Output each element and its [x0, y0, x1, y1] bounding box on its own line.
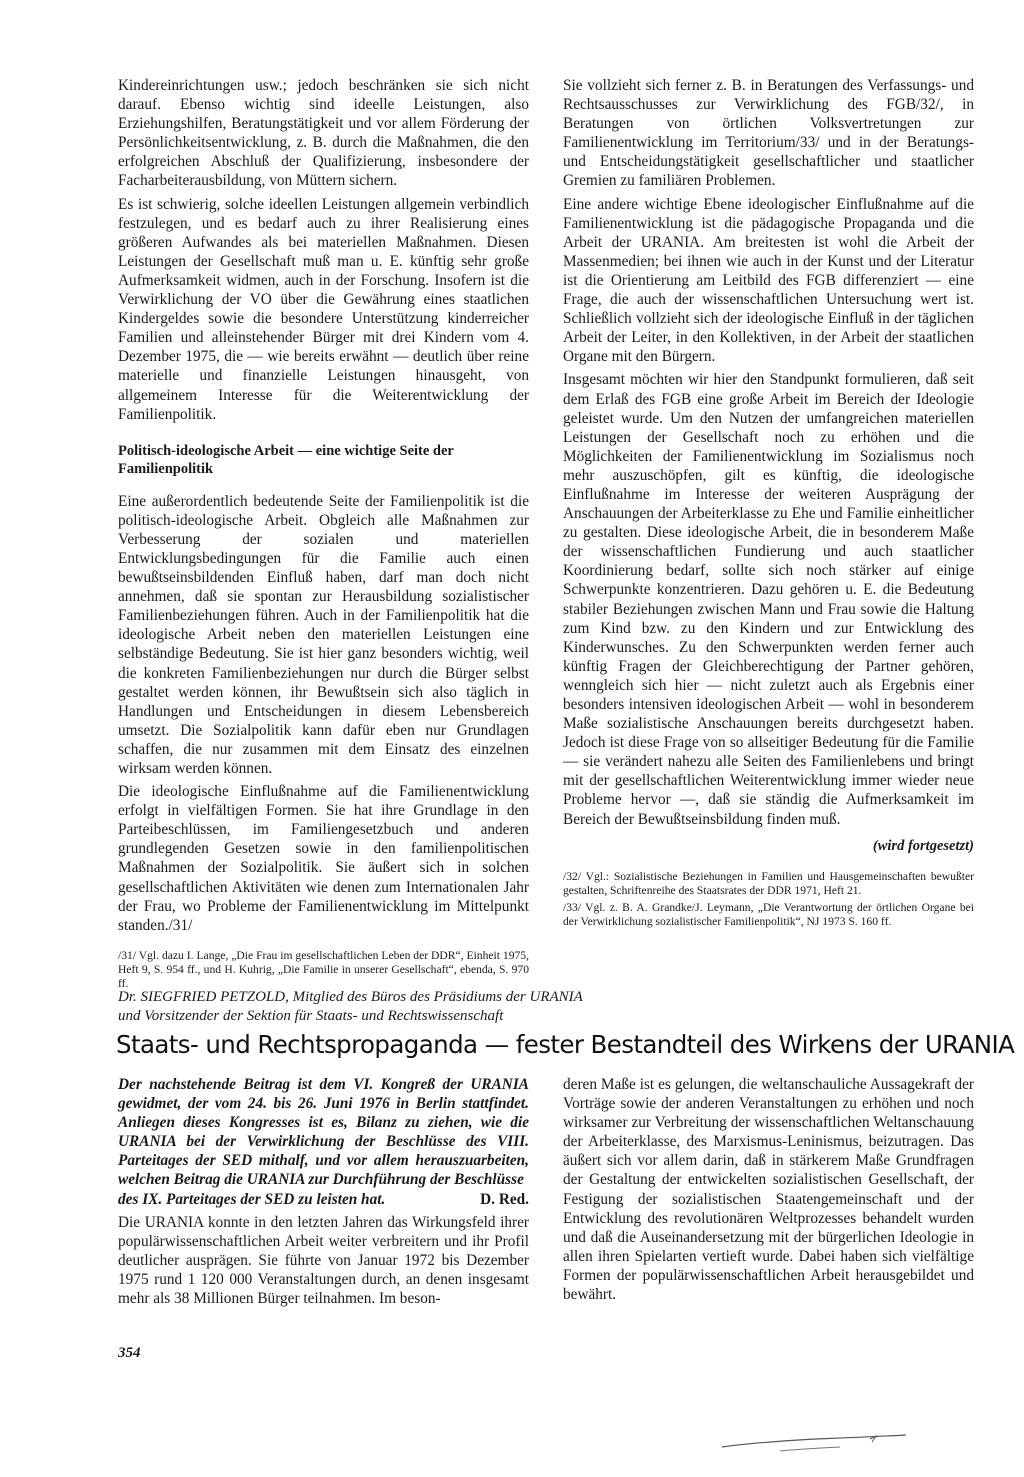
footnote-32: /32/ Vgl.: Sozialistische Beziehungen in Familien und Hausgemeinschaften bewußter gestalten, Schriftenreihe des Staatsrates der DDR 1971, Heft 21. [563, 869, 974, 897]
left-column-top [118, 76, 529, 994]
author-byline [118, 988, 978, 1026]
footnote-31: /31/ Vgl. dazu I. Lange, „Die Frau im gesellschaftlichen Leben der DDR“, Einheit 1975, Heft 9, S. 954 ff., und H. Kuhrig, „Die Familie in unserer Gesellschaft“, ebenda, S. 970 ff. [118, 948, 529, 990]
right-column-top [563, 76, 974, 932]
right-column-bottom [563, 1075, 974, 1308]
author-line: und Vorsitzender der Sektion für Staats- und Rechtswissenschaft [118, 1008, 504, 1024]
continued-note: (wird fortgesetzt) [872, 837, 974, 854]
section-heading: Politisch-ideologische Arbeit — eine wichtige Seite der Familienpolitik [118, 442, 454, 477]
intro-text: Der nachstehende Beitrag ist dem VI. Kongreß der URANIA gewidmet, der vom 24. bis 26. Juni 1976 in Berlin stattfindet. Anliegen dieses Kongresses ist es, Bilanz zu ziehen, wie die URANIA bei der Verwirklichung der Beschlüsse des VIII. Parteitages der SED mithalf, und vor allem herauszuarbeiten, welchen Beitrag die URANIA zur Durchführung der Beschlüsse [118, 1076, 529, 1189]
paragraph: Es ist schwierig, solche ideellen Leistungen allgemein verbindlich festzulegen, und es bedarf auch zu ihrer Realisierung eines größeren Aufwandes als bei materiellen Maßnahmen. Diesen Leistungen der Gesellschaft muß man u. E. künftig sehr große Aufmerksamkeit widmen, auch in der Forschung. Insofern ist die Verwirklichung der VO über die Gewährung eines staatlichen Kindergeldes sowie die besondere Unterstützung kinderreicher Familien und alleinstehender Bürger mit drei Kindern vom 4. Dezember 1975, die — wie bereits erwähnt — deutlich über reine materielle und finanzielle Leistungen hinausgeht, von allgemeinem Interesse für die Weiterentwicklung der Familienpolitik. [118, 195, 529, 423]
paragraph: Sie vollzieht sich ferner z. B. in Beratungen des Verfassungs- und Rechtsausschusses zur Verwirklichung des FGB/32/, in Beratungen von örtlichen Volksvertretungen zur Familienentwicklung im Territorium/33/ und in der Beratungs- und Entscheidungstätigkeit gesellschaftlicher und staatlicher Gremien zu familiären Problemen. [563, 77, 974, 190]
page-number: 354 [118, 1345, 141, 1361]
left-column-bottom [118, 1075, 529, 1312]
paragraph: Insgesamt möchten wir hier den Standpunkt formulieren, daß seit dem Erlaß des FGB eine große Arbeit im Bereich der Ideologie geleistet wurde. Um den Nutzen der umfangreichen materiellen Leistungen der Gesellschaft noch zu erhöhen und die Möglichkeiten der Familienentwicklung im Sozialismus noch mehr auszuschöpfen, gilt es künftig, die ideologische Einflußnahme im Interesse der weiteren Ausprägung der Anschauungen der Arbeiterklasse zu Ehe und Familie einheitlicher zu gestalten. Diese ideologische Arbeit, die in besonderem Maße der wissenschaftlichen Fundierung und auch staatlicher Koordinierung bedarf, sollte sich noch stärker auf einige Schwerpunkte konzentrieren. Dazu gehören u. E. die Bedeutung stabiler Beziehungen zwischen Mann und Frau sowie die Haltung zum Kind bzw. zu den Kindern und zur Entwicklung des Kinderwunsches. Zu den Schwerpunkten werden ferner auch künftig Fragen der Gleichberechtigung der Partner gehören, wenngleich sich hier — nicht zuletzt auch als Ergebnis einer besonders intensiven ideologischen Arbeit — wohl in besonderem Maße sozialistische Anschauungen bereits durchgesetzt haben. Jedoch ist diese Frage von so allseitiger Bedeutung für die Familie — sie verändert nahezu alle Seiten des Familienlebens und bringt mit der gesellschaftlichen Weiterentwicklung immer wieder neue Probleme hervor —, daß sie ständig die Aufmerksamkeit im Bereich der Bewußtseinsbildung finden muß. [563, 371, 974, 828]
editorial-signature: D. Red. [480, 1190, 529, 1208]
paragraph: Die ideologische Einflußnahme auf die Familienentwicklung erfolgt in vielfältigen Formen. Sie hat ihre Grundlage in den Parteibeschlüssen, im Familiengesetzbuch und anderen grundlegenden Gesetzen sowie in den familienpolitischen Maßnahmen der Sozialpolitik. Sie äußert sich in solchen gesellschaftlichen Aktivitäten wie denen zum Internationalen Jahr der Frau, wo Probleme der Familienentwicklung im Mittelpunkt standen./31/ [118, 783, 529, 934]
paragraph: Die URANIA konnte in den letzten Jahren das Wirkungsfeld ihrer populärwissenschaftlichen Arbeit weiter verbreitern und ihr Profil deutlicher ausprägen. Sie führte von Januar 1972 bis Dezember 1975 rund 1 120 000 Veranstaltungen durch, an denen insgesamt mehr als 38 Millionen Bürger teilnahmen. Im beson- [118, 1213, 529, 1308]
paragraph: Eine außerordentlich bedeutende Seite der Familienpolitik ist die politisch-ideologische Arbeit. Obgleich alle Maßnahmen zur Verbesserung der sozialen und materiellen Entwicklungsbedingungen für die Familie auch einen bewußtseinsbildenden Einfluß haben, darf man doch nicht annehmen, daß sie spontan zur Herausbildung sozialistischer Familienbeziehungen führen. Auch in der Familienpolitik hat die ideologische Arbeit neben den materiellen Leistungen eine selbständige Bedeutung. Sie ist hier ganz besonders wichtig, weil die konkreten Familienbeziehungen nur durch die Bürger selbst gestaltet werden können, ihr Bewußtsein sich also täglich in Handlungen und Entscheidungen in diesem Lebensbereich umsetzt. Die Sozialpolitik kann dafür eben nur Grundlagen schaffen, die nur zusammen mit dem Einsatz des einzelnen wirksam werden können. [118, 492, 529, 777]
paragraph: deren Maße ist es gelungen, die weltanschauliche Aussagekraft der Vorträge sowie der anderen Veranstaltungen zu erhöhen und noch wirksamer zur Verbreitung der wissenschaftlichen Weltanschauung der Arbeiterklasse, des Marxismus-Leninismus, beizutragen. Das äußert sich vor allem darin, daß in stärkerem Maße Grundfragen der Gestaltung der entwickelten sozialistischen Gesellschaft, der Festigung der sozialistischen Staatengemeinschaft und der Entwicklung des revolutionären Weltprozesses behandelt wurden und daß die Auseinandersetzung mit der bürgerlichen Ideologie in allen ihren Spielarten vertieft wurde. Dabei haben sich vielfältige Formen der populärwissenschaftlichen Arbeit herausgebildet und bewährt. [563, 1076, 974, 1304]
paragraph: Kindereinrichtungen usw.; jedoch beschränken sie sich nicht darauf. Ebenso wichtig sind ideelle Leistungen, also Erziehungshilfen, Beratungstätigkeit und vor allem Förderung der Persönlichkeitsentwicklung, z. B. durch die Maßnahmen, die den erfolgreichen Abschluß der Qualifizierung, insbesondere der Facharbeiterausbildung, von Müttern sichern. [118, 77, 529, 190]
paragraph: Eine andere wichtige Ebene ideologischer Einflußnahme auf die Familienentwicklung ist die pädagogische Propaganda und die Arbeit der URANIA. Am breitesten ist wohl die Arbeit der Massenmedien; bei ihnen wie auch in der Kunst und der Literatur ist die Orientierung am Leitbild des FGB differenziert — eine Frage, die auch der wissenschaftlichen Untersuchung wert ist. Schließlich vollzieht sich der ideologische Einfluß in der täglichen Arbeit der Leiter, in den Kollektiven, in der Arbeit der staatlichen Organe mit den Bürgern. [563, 195, 974, 366]
editorial-intro-last-line [118, 1190, 529, 1209]
pen-scribble-mark [720, 1425, 910, 1465]
editorial-intro [118, 1075, 529, 1190]
intro-text-end: des IX. Parteitages der SED zu leisten hat. [118, 1190, 386, 1208]
footnote-33: /33/ Vgl. z. B. A. Grandke/J. Leymann, „Die Verantwortung der örtlichen Organe bei der Verwirklichung sozialistischer Familienpolitik“, NJ 1973 S. 160 ff. [563, 900, 974, 928]
author-line: Dr. SIEGFRIED PETZOLD, Mitglied des Büros des Präsidiums der URANIA [118, 989, 583, 1005]
article-title: Staats- und Rechtspropaganda — fester Bestandteil des Wirkens der URANIA [116, 1030, 1015, 1059]
